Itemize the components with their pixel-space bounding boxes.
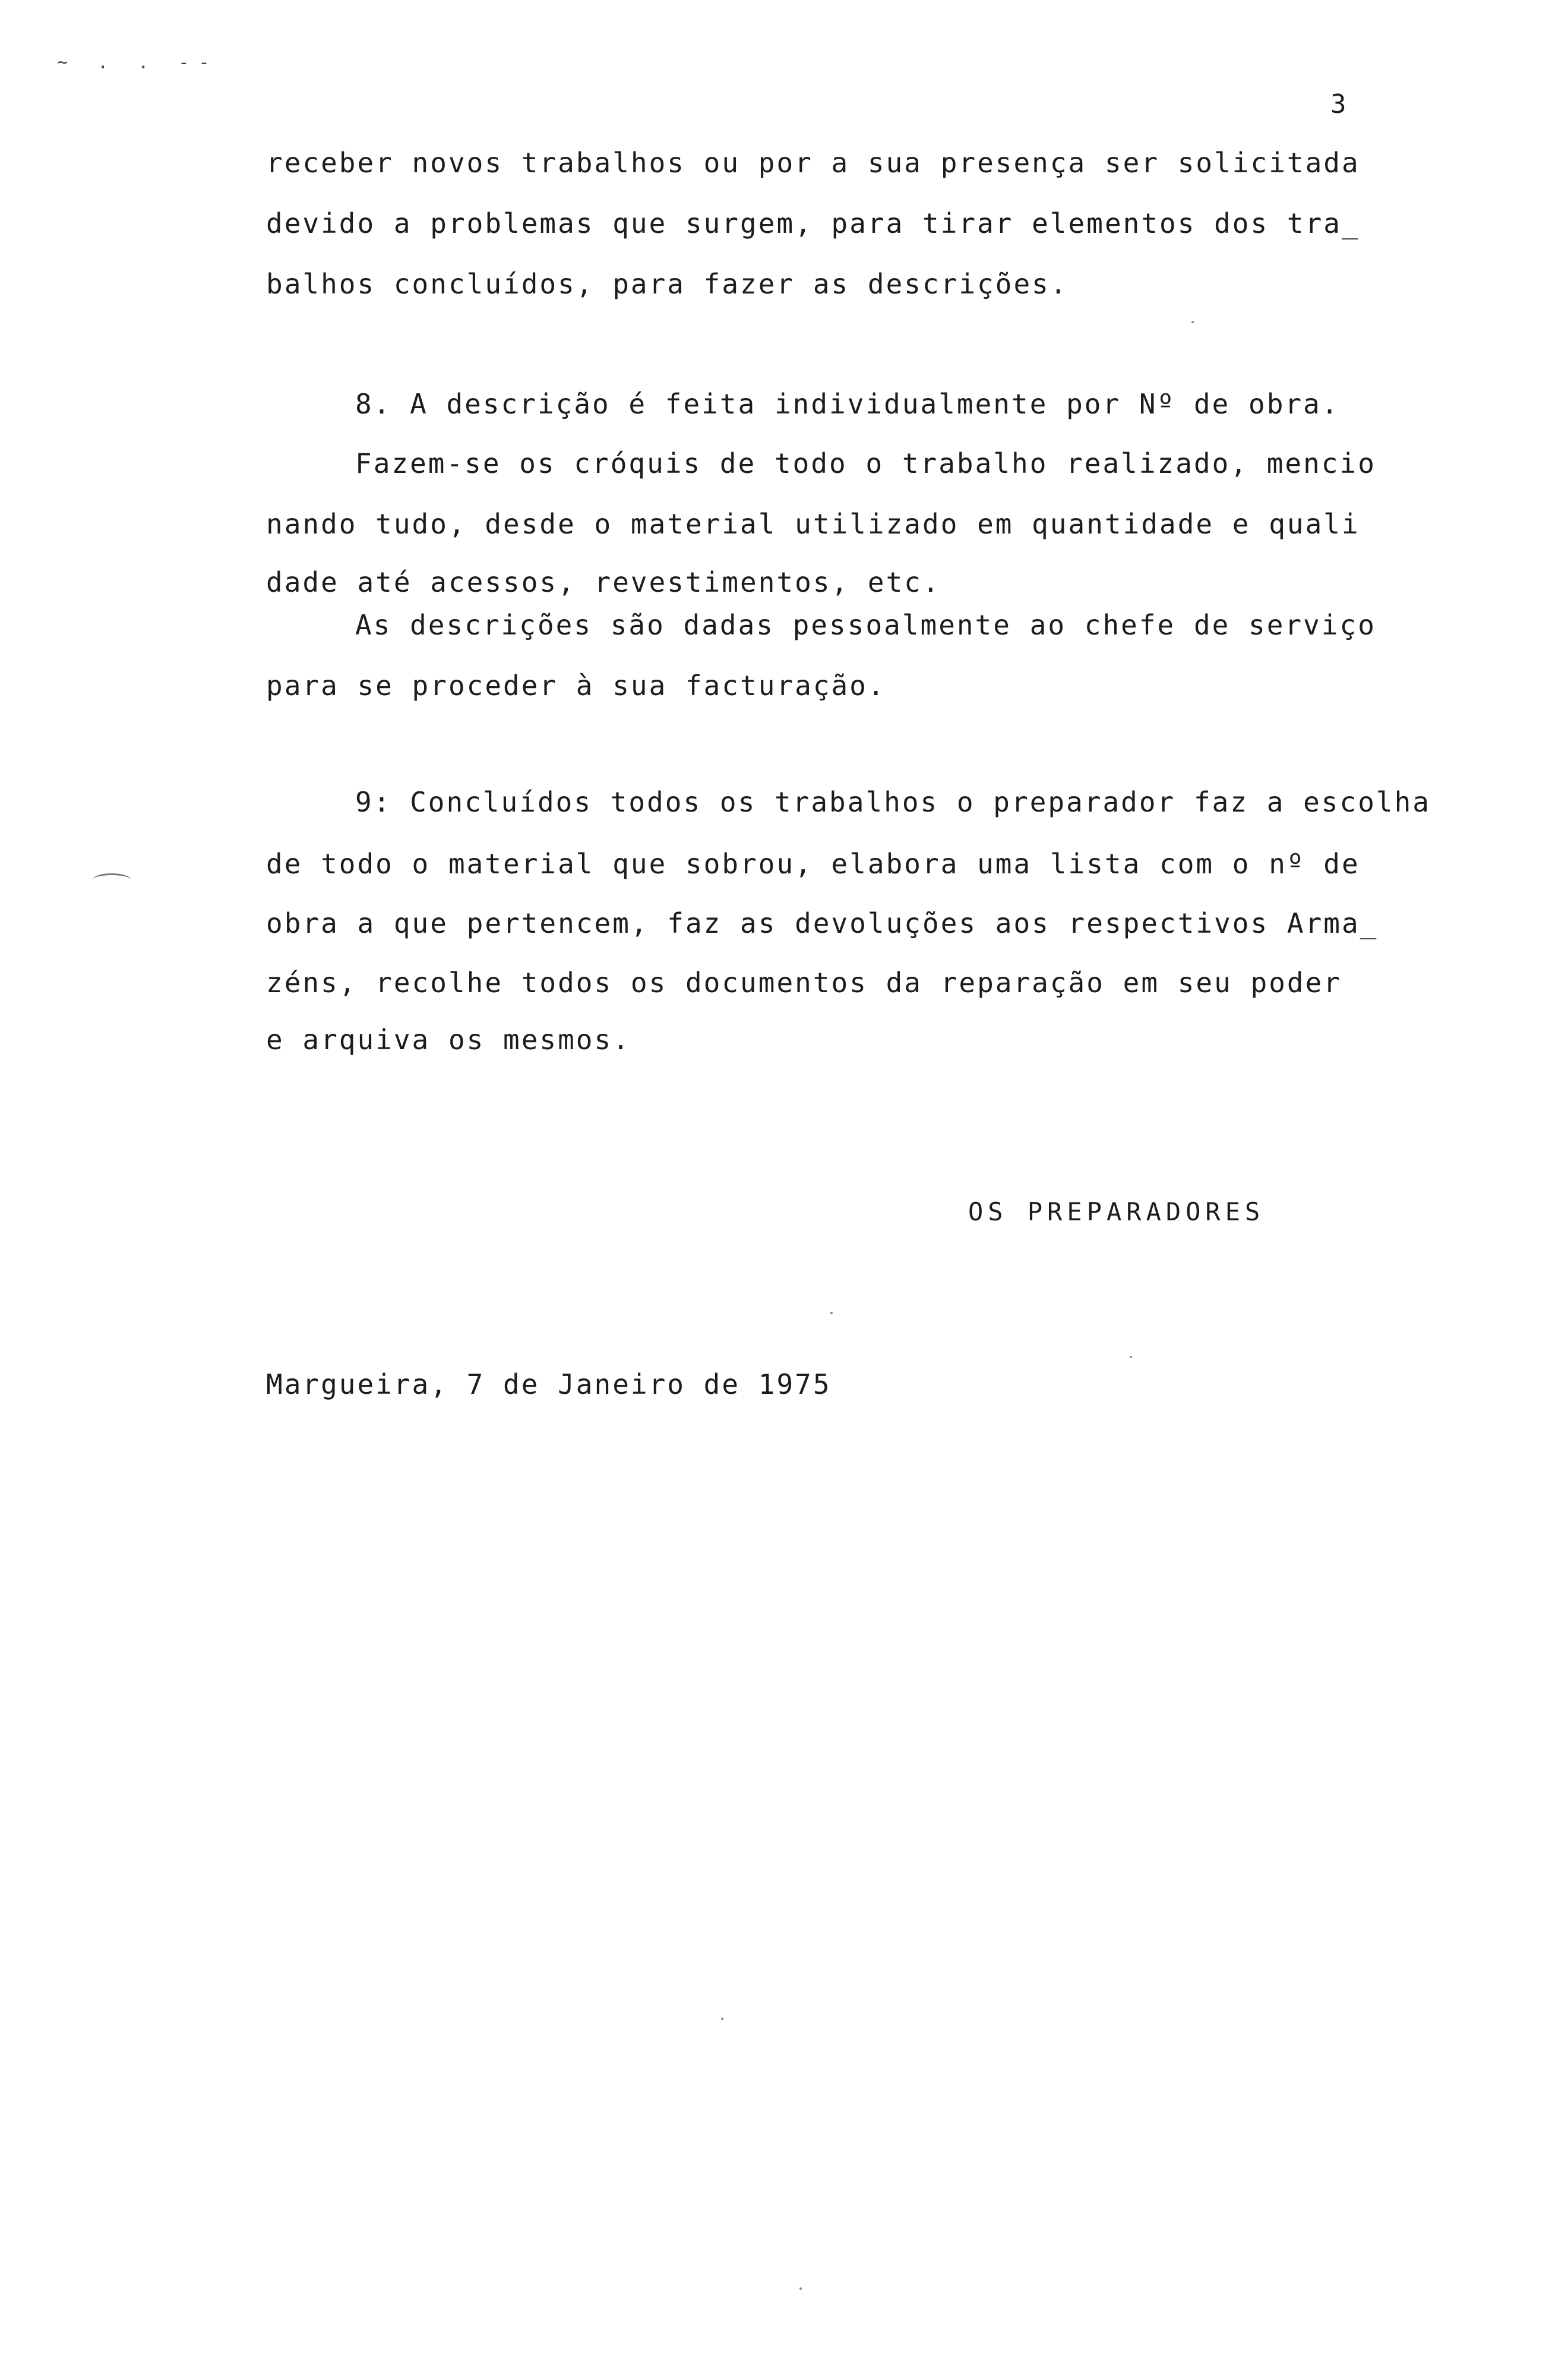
page-number: 3 bbox=[1330, 89, 1346, 119]
scan-speck bbox=[1130, 1356, 1132, 1358]
section-9-line: zéns, recolhe todos os documentos da reparação em seu poder bbox=[266, 967, 1342, 999]
section-8-line: Fazem-se os cróquis de todo o trabalho realizado, mencio bbox=[355, 447, 1376, 479]
section-8-line: nando tudo, desde o material utilizado em quantidade e quali bbox=[266, 508, 1360, 540]
section-8-line: dade até acessos, revestimentos, etc. bbox=[266, 566, 941, 598]
section-9-line: e arquiva os mesmos. bbox=[266, 1024, 631, 1056]
section-8-heading-line: 8. A descrição é feita individualmente por Nº de obra. bbox=[355, 388, 1340, 420]
paragraph-line: receber novos trabalhos ou por a sua presença ser solicitada bbox=[266, 147, 1360, 179]
margin-mark bbox=[93, 873, 131, 886]
signature: OS PREPARADORES bbox=[968, 1197, 1265, 1226]
scan-speck bbox=[830, 1312, 833, 1314]
section-9-line: obra a que pertencem, faz as devoluções aos respectivos Arma_ bbox=[266, 907, 1379, 939]
paragraph-line: balhos concluídos, para fazer as descrições. bbox=[266, 268, 1068, 300]
paragraph-line: devido a problemas que surgem, para tirar elementos dos tra_ bbox=[266, 207, 1360, 239]
scan-speck bbox=[799, 2287, 802, 2290]
date-line: Margueira, 7 de Janeiro de 1975 bbox=[266, 1368, 832, 1400]
section-9-line: de todo o material que sobrou, elabora uma lista com o nº de bbox=[266, 848, 1360, 880]
section-8-line: para se proceder à sua facturação. bbox=[266, 670, 886, 702]
section-8-line: As descrições são dadas pessoalmente ao chefe de serviço bbox=[355, 609, 1376, 641]
section-9-heading-line: 9: Concluídos todos os trabalhos o preparador faz a escolha bbox=[355, 786, 1431, 818]
scan-speck bbox=[1191, 321, 1194, 323]
corner-marks: ~ . . -- bbox=[57, 52, 219, 73]
scan-speck bbox=[721, 2018, 723, 2020]
